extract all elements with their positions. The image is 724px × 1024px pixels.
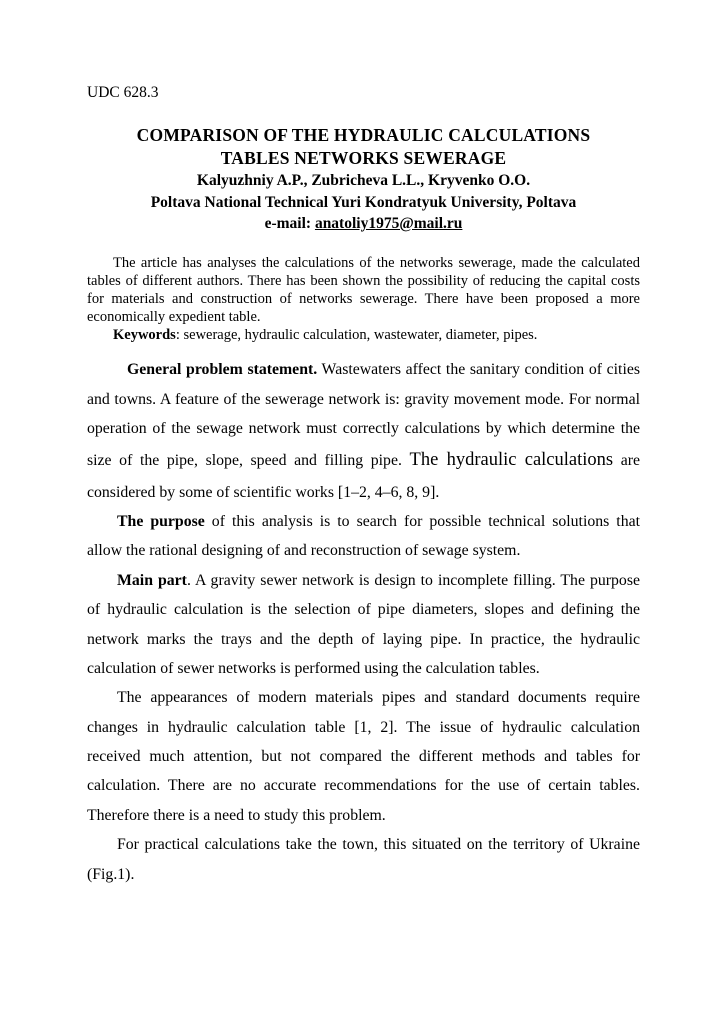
paragraph-lead: Main part (117, 571, 187, 589)
paragraph-appearances (87, 683, 640, 830)
paper-title-line2: TABLES NETWORKS SEWERAGE (220, 148, 507, 169)
paragraph-lead: General problem statement. (127, 361, 318, 379)
paragraph-purpose (87, 507, 640, 566)
email-label: e-mail: (264, 214, 315, 232)
paragraph-text: . A gravity sewer network is design to incomplete filling. The purpose of hydraulic calculation is the selection of pipe diameters, slopes and defining the network marks the trays and the depth of laying pipe. In practice, the hydraulic calculation of sewer networks is performed using the calculation tables. (87, 571, 640, 677)
paragraph-general-problem (87, 355, 640, 507)
title-block (87, 124, 640, 234)
email-link[interactable]: anatoliy1975@mail.ru (314, 214, 463, 232)
paragraph-text: For practical calculations take the town, this situated on the territory of Ukraine (Fig.1). (87, 836, 640, 883)
udc-code: UDC 628.3 (87, 84, 159, 101)
affiliation-line: Poltava National Technical Yuri Kondratyuk University, Poltava (150, 193, 577, 211)
paragraph-text: are considered by some of scientific works [1–2, 4–6, 8, 9]. (87, 452, 640, 501)
email-line (87, 213, 640, 234)
keywords-text: : sewerage, hydraulic calculation, wastewater, diameter, pipes. (175, 327, 538, 344)
keywords-label: Keywords (113, 327, 176, 344)
authors-line: Kalyuzhniy A.P., Zubricheva L.L., Kryvenko O.O. (196, 172, 531, 190)
paragraph-large-run: The hydraulic calculations (409, 450, 614, 471)
paragraph-text: The appearances of modern materials pipes and standard documents require changes in hydraulic calculation table [1, 2]. The issue of hydraulic calculation received much attention, but not compared the different methods and tables for calculation. There are no accurate recommendations for the use of certain tables. Therefore there is a need to study this problem. (87, 689, 640, 824)
paper-title-line1: COMPARISON OF THE HYDRAULIC CALCULATIONS (136, 125, 591, 145)
paragraph-lead: The purpose (117, 513, 205, 531)
paragraph-main-part (87, 566, 640, 684)
abstract-paragraph: The article has analyses the calculations of the networks sewerage, made the calculated tables of different authors. There has been shown the possibility of reducing the capital costs for materials and construction of networks sewerage. There have been proposed a more economically expedient table. (87, 255, 640, 326)
keywords-line (87, 327, 640, 345)
paragraph-text: of this analysis is to search for possible technical solutions that allow the rational designing of and reconstruction of sewage system. (87, 513, 640, 560)
paragraph-practical (87, 830, 640, 889)
paragraph-text: Wastewaters affect the sanitary condition of cities and towns. A feature of the sewerage network is: gravity movement mode. For normal operation of the sewage network must correctly calculations by which determine the size of the pipe, slope, speed and filling pipe. (87, 361, 640, 470)
